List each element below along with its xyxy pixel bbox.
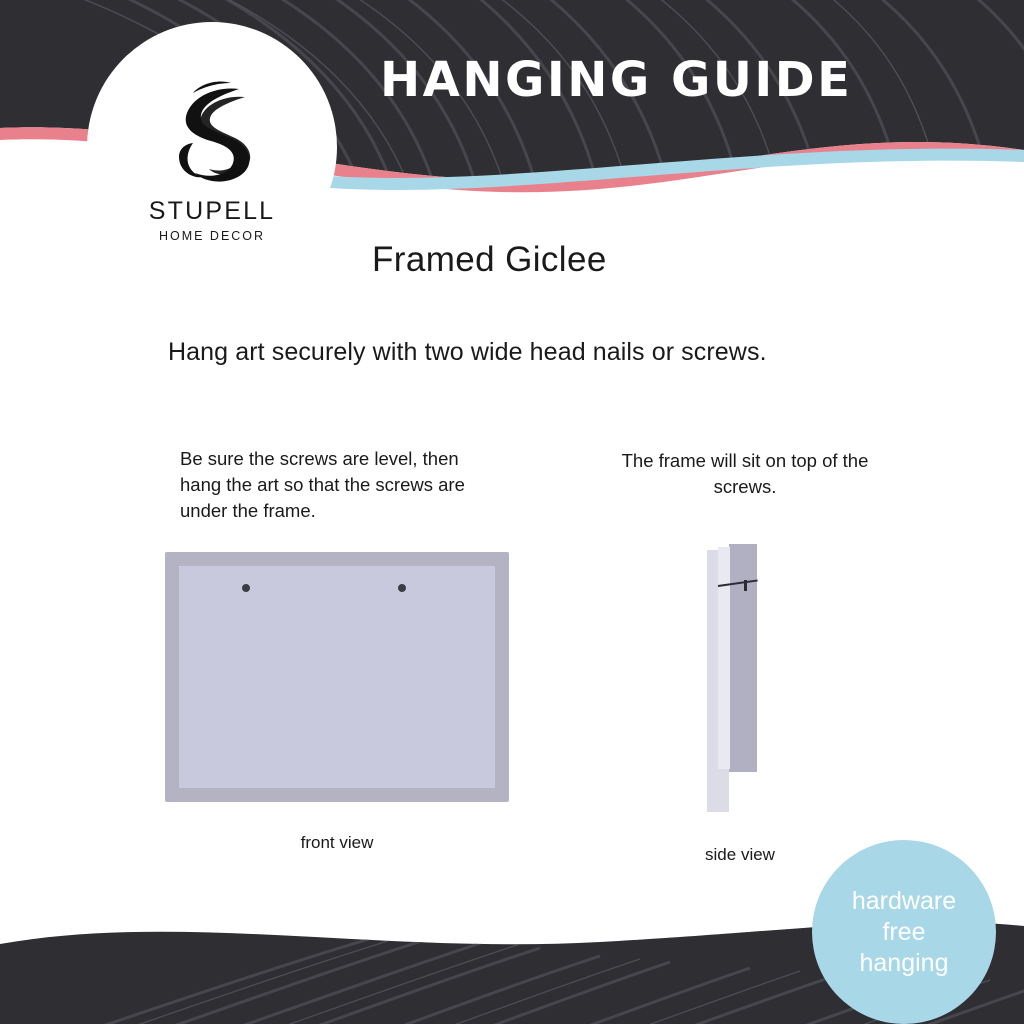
side-view-frame	[729, 544, 757, 772]
logo-brand-subtitle: HOME DECOR	[158, 229, 266, 243]
lead-instruction: Hang art securely with two wide head nails or screws.	[168, 338, 767, 366]
front-view-frame-inner	[179, 566, 495, 788]
front-view-diagram	[165, 552, 509, 802]
logo-badge	[90, 25, 334, 269]
side-view-frame-face	[718, 547, 730, 769]
hardware-free-hanging-badge	[812, 840, 996, 1024]
screw-dot-right-icon	[398, 584, 406, 592]
front-view-caption: front view	[300, 833, 374, 852]
badge-line-2: free	[882, 917, 926, 946]
side-view-instruction: The frame will sit on top of the screws.	[621, 450, 869, 497]
logo-brand-name: STUPELL	[148, 197, 276, 225]
stupell-swirl-logo-icon	[153, 73, 271, 191]
side-view-caption: side view	[705, 845, 775, 864]
badge-line-1: hardware	[851, 886, 957, 915]
product-title: Framed Giclee	[372, 240, 607, 279]
badge-line-3: hanging	[859, 948, 949, 977]
nail-head-icon	[744, 580, 747, 591]
page-title: HANGING GUIDE	[380, 52, 853, 108]
front-view-instruction: Be sure the screws are level, then hang the art so that the screws are under the frame.	[180, 448, 465, 521]
screw-dot-left-icon	[242, 584, 250, 592]
